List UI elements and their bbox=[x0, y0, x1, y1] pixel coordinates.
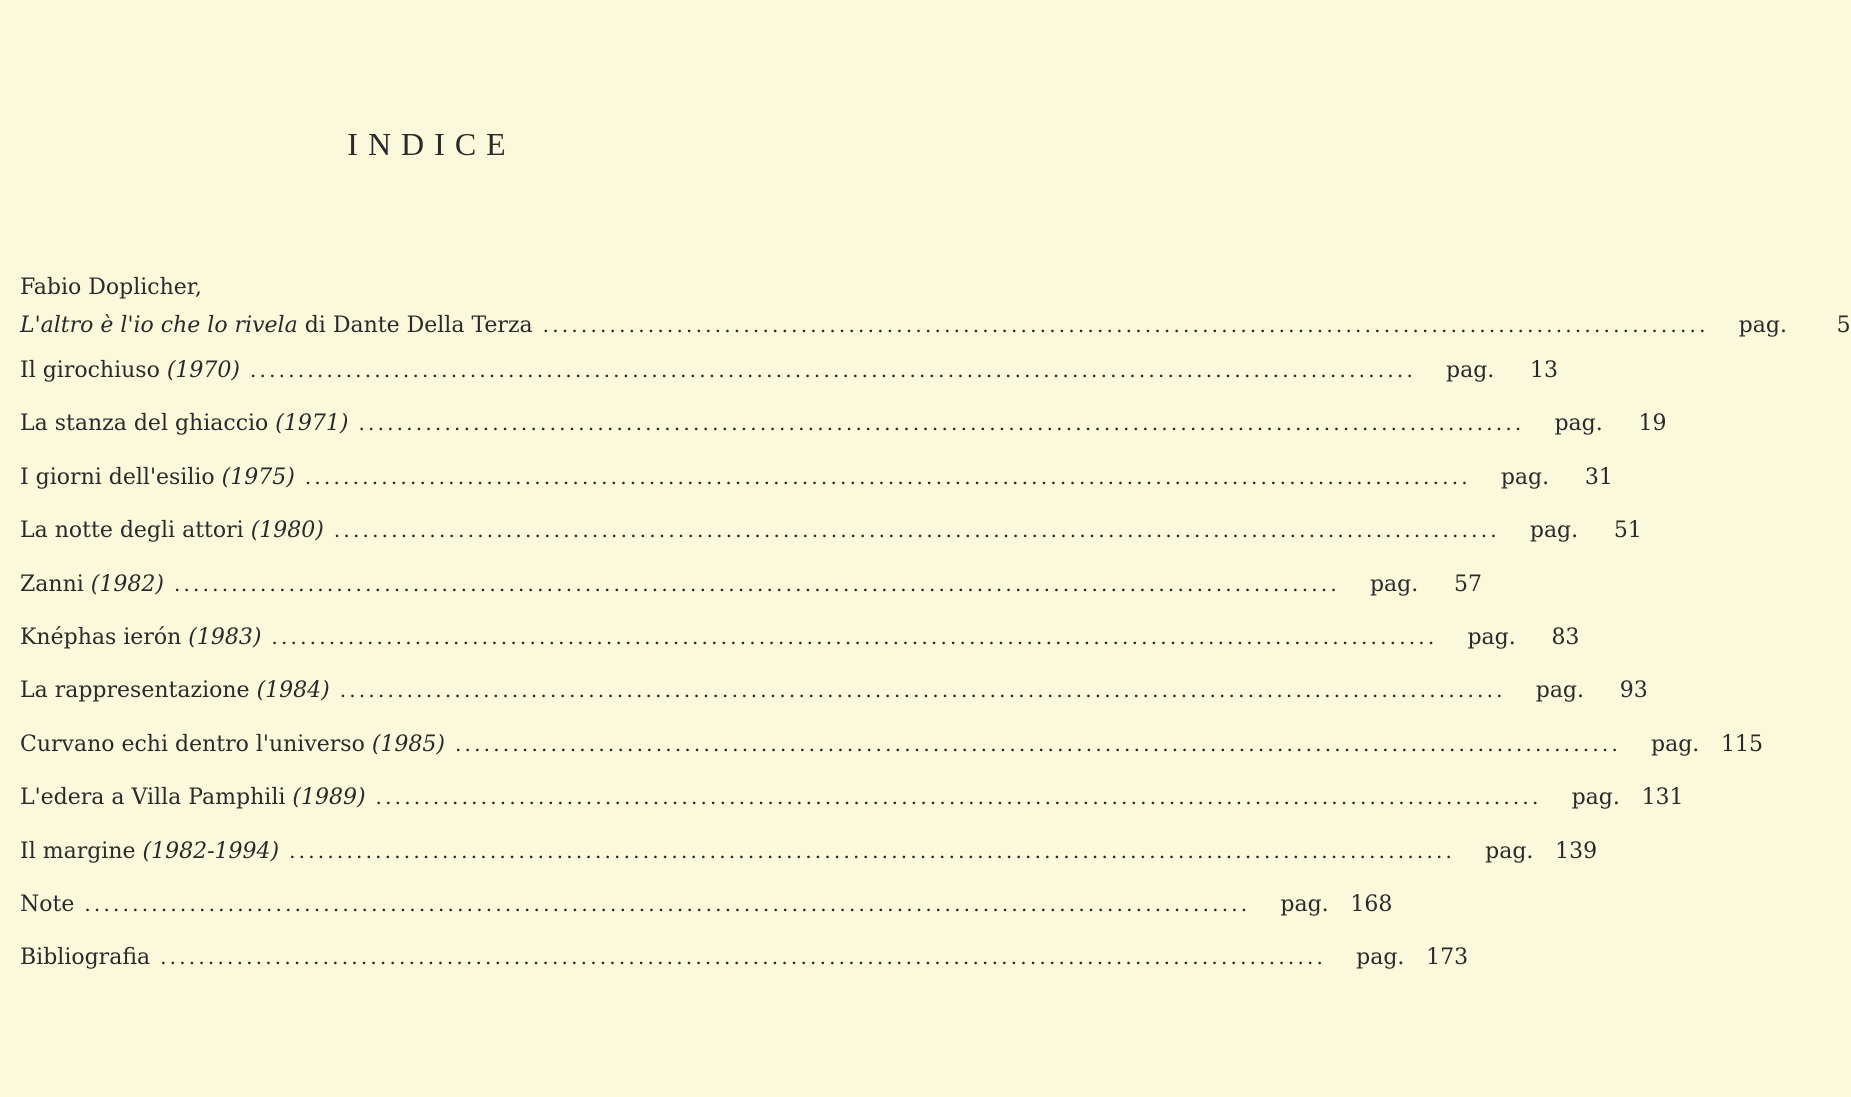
dot-leader: .......................................................................................................................... bbox=[339, 678, 1506, 703]
toc-entry-title bbox=[20, 344, 240, 397]
entry-year: (1983) bbox=[188, 624, 262, 650]
entry-year: (1970) bbox=[166, 358, 240, 383]
toc-entry-introduction[interactable] bbox=[20, 307, 1851, 344]
toc-entry-italic-title: L'altro è l'io che lo rivela bbox=[20, 313, 298, 338]
entry-title-text: Il margine bbox=[20, 838, 136, 864]
dot-leader: .......................................................................................................................... bbox=[333, 518, 1500, 543]
toc-entry-title bbox=[20, 878, 74, 931]
entry-title-text: L'edera a Villa Pamphili bbox=[20, 785, 286, 811]
page-abbrev: pag. bbox=[1529, 518, 1579, 544]
dot-leader: .......................................................................................................................... bbox=[542, 313, 1709, 337]
toc-author-line: Fabio Doplicher, bbox=[20, 275, 202, 300]
page-number: 173 bbox=[1426, 945, 1469, 971]
page-abbrev: pag. bbox=[1500, 464, 1550, 490]
dot-leader: .......................................................................................................................... bbox=[304, 464, 1471, 489]
toc-entry-title bbox=[20, 931, 150, 984]
page-number: 168 bbox=[1350, 891, 1393, 917]
toc-entry[interactable] bbox=[20, 718, 1764, 771]
page-abbrev: pag. bbox=[1280, 891, 1329, 917]
toc-entry-title bbox=[20, 504, 324, 557]
entry-year: (1989) bbox=[292, 785, 366, 811]
dot-leader: .......................................................................................................................... bbox=[358, 411, 1525, 436]
page-abbrev: pag. bbox=[1485, 838, 1534, 864]
toc-entry[interactable] bbox=[20, 611, 1580, 664]
page-abbrev: pag. bbox=[1467, 624, 1516, 650]
entry-year: (1985) bbox=[371, 731, 445, 757]
dot-leader: .......................................................................................................................... bbox=[84, 891, 1251, 916]
page-number: 93 bbox=[1619, 678, 1648, 704]
page-number: 131 bbox=[1641, 785, 1684, 811]
toc-entry-title bbox=[20, 397, 348, 450]
dot-leader: .......................................................................................................................... bbox=[289, 838, 1456, 863]
entry-title-text: Zanni bbox=[20, 571, 84, 597]
page-abbrev: pag. bbox=[1369, 571, 1419, 597]
entry-title-text: La stanza del ghiaccio bbox=[20, 411, 269, 437]
dot-leader: .......................................................................................................................... bbox=[160, 945, 1327, 970]
toc-entry-title bbox=[20, 718, 445, 771]
toc-entry-title bbox=[20, 451, 295, 504]
toc-entry[interactable] bbox=[20, 451, 1613, 504]
entry-title-text: La rappresentazione bbox=[20, 678, 250, 704]
toc-entry[interactable] bbox=[20, 931, 1469, 984]
page-number: 13 bbox=[1530, 358, 1559, 383]
toc-entry[interactable] bbox=[20, 504, 1642, 557]
entry-year: (1982-1994) bbox=[142, 838, 280, 864]
page-number: 115 bbox=[1721, 731, 1764, 757]
toc-entry[interactable] bbox=[20, 397, 1667, 450]
entry-title-text: La notte degli attori bbox=[20, 518, 244, 544]
toc-entry[interactable] bbox=[20, 771, 1684, 824]
table-of-contents bbox=[20, 268, 1851, 985]
toc-entry[interactable] bbox=[20, 558, 1482, 611]
page-number: 139 bbox=[1555, 838, 1598, 864]
toc-entry-title bbox=[20, 771, 366, 824]
page-number: 83 bbox=[1551, 624, 1580, 650]
toc-entry-title bbox=[20, 611, 261, 664]
dot-leader: .......................................................................................................................... bbox=[271, 624, 1438, 649]
entry-title-text: Bibliografia bbox=[20, 945, 151, 971]
entry-title-text: Il girochiuso bbox=[20, 358, 160, 383]
toc-entry-title bbox=[20, 307, 533, 344]
toc-entry[interactable] bbox=[20, 344, 1559, 397]
page-abbrev: pag. bbox=[1446, 358, 1495, 383]
entry-year: (1984) bbox=[256, 678, 330, 704]
toc-entry-title-rest: di Dante Della Terza bbox=[297, 313, 533, 338]
dot-leader: .......................................................................................................................... bbox=[173, 571, 1340, 596]
page-abbrev: pag. bbox=[1738, 313, 1787, 338]
toc-entry[interactable] bbox=[20, 664, 1648, 717]
toc-entry-title bbox=[20, 664, 330, 717]
page-number: 57 bbox=[1453, 571, 1482, 597]
page-number: 5 bbox=[1836, 313, 1851, 338]
toc-entry-title bbox=[20, 558, 164, 611]
page-number: 51 bbox=[1613, 518, 1642, 544]
entry-title-text: Knéphas ierón bbox=[20, 624, 182, 650]
page-abbrev: pag. bbox=[1571, 785, 1620, 811]
entry-year: (1980) bbox=[250, 518, 324, 544]
toc-entry[interactable] bbox=[20, 825, 1598, 878]
dot-leader: .......................................................................................................................... bbox=[250, 358, 1417, 382]
page-abbrev: pag. bbox=[1651, 731, 1700, 757]
entry-year: (1971) bbox=[275, 411, 349, 437]
toc-entry-title bbox=[20, 825, 279, 878]
entry-year: (1982) bbox=[90, 571, 164, 597]
dot-leader: .......................................................................................................................... bbox=[455, 731, 1622, 756]
toc-entry[interactable] bbox=[20, 878, 1393, 931]
page-number: 31 bbox=[1584, 464, 1613, 490]
entry-title-text: I giorni dell'esilio bbox=[20, 464, 215, 490]
page-number: 19 bbox=[1638, 411, 1667, 437]
entry-title-text: Curvano echi dentro l'universo bbox=[20, 731, 365, 757]
page-abbrev: pag. bbox=[1535, 678, 1585, 704]
page-title: INDICE bbox=[347, 126, 516, 162]
page-abbrev: pag. bbox=[1554, 411, 1603, 437]
page-abbrev: pag. bbox=[1356, 945, 1405, 971]
entry-year: (1975) bbox=[221, 464, 295, 490]
dot-leader: .......................................................................................................................... bbox=[375, 785, 1542, 810]
entry-title-text: Note bbox=[20, 891, 75, 917]
